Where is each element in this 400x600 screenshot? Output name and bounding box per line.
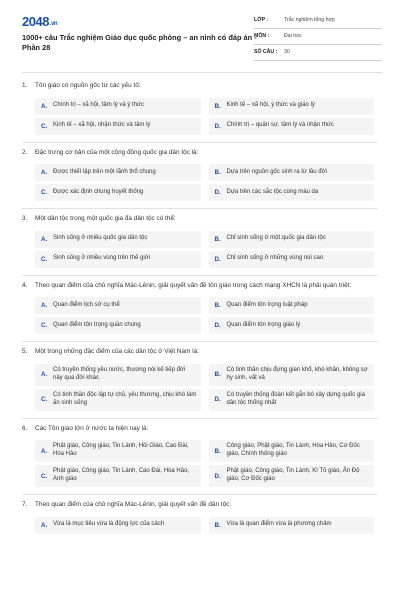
option-d[interactable] — [209, 465, 375, 487]
option-letter: A. — [41, 302, 48, 309]
question-prompt: Các Tôn giáo lớn ở nước ta hiện nay là: — [35, 424, 149, 432]
option-a[interactable] — [35, 440, 201, 462]
option-text: Kinh tế – xã hội, nhận thức và tâm lý — [53, 122, 151, 129]
option-b[interactable] — [209, 440, 375, 462]
option-letter: B. — [214, 447, 221, 455]
question-prompt: Theo quan điểm của chủ nghĩa Mác-Lênin, giải quyết vấn đề dân tộc: — [35, 501, 232, 508]
option-letter: C. — [41, 322, 48, 329]
option-b[interactable] — [209, 517, 375, 534]
option-text: Quan điểm tôn trọng luật pháp — [226, 301, 308, 308]
option-text: Vừa là quan điểm vừa là phương châm — [226, 521, 332, 528]
option-text: Dựa trên nguồn gốc sinh ra từ lâu đời — [226, 168, 327, 175]
option-text: Phật giáo, Công giáo, Tin Lành, Hồi Giáo, Cao Đài, Hòa Hảo — [53, 443, 189, 457]
question-text — [22, 342, 378, 357]
option-c[interactable] — [35, 317, 201, 334]
question-7 — [0, 495, 400, 537]
option-text: Quan điểm lịch sử cụ thể — [53, 301, 120, 308]
meta-row-subject — [254, 29, 382, 45]
option-text: Có tinh thần độc lập tự chủ, yêu thương, chịu khó làm ăn sinh sống — [53, 391, 197, 406]
question-3 — [0, 209, 400, 276]
option-b[interactable] — [209, 364, 375, 386]
answer-options — [35, 164, 374, 204]
option-text: Kinh tế – xã hội, ý thức và giáo lý — [226, 102, 315, 109]
option-text: Phật giáo, Công giáo, Tin Lành, Kì Tô giáo, Ấn Độ giáo, Cơ Đốc giáo — [226, 468, 360, 482]
option-d[interactable] — [209, 317, 375, 334]
option-letter: D. — [214, 122, 221, 130]
option-a[interactable] — [35, 231, 201, 248]
meta-value: Đại học — [284, 33, 302, 39]
option-letter: A. — [41, 102, 48, 110]
option-letter: D. — [214, 396, 221, 403]
question-1 — [0, 76, 400, 143]
option-letter: A. — [41, 521, 48, 529]
option-letter: B. — [214, 169, 221, 176]
meta-value: 30 — [284, 49, 290, 55]
option-letter: C. — [41, 396, 48, 403]
question-number: 7. — [22, 501, 28, 508]
option-letter: A. — [41, 371, 48, 378]
option-a[interactable] — [35, 297, 201, 314]
option-letter: D. — [214, 472, 221, 480]
option-letter: D. — [214, 255, 221, 263]
option-text: Dựa trên các sắc tộc cùng màu da — [226, 188, 319, 195]
option-letter: D. — [214, 189, 221, 196]
question-number: 1. — [22, 82, 28, 89]
option-c[interactable] — [35, 389, 201, 411]
option-d[interactable] — [209, 118, 375, 135]
option-text: Công giáo, Phật giáo, Tin Lành, Hòa Hảo, Cơ Đốc giáo, Chính thống giáo — [226, 443, 360, 457]
option-text: Được xác định chung huyết thống — [53, 188, 144, 195]
document-title: 1000+ câu Trắc nghiệm Giáo dục quốc phòng – an ninh có đáp án - Phần 28 — [22, 33, 257, 52]
page-header — [0, 0, 400, 72]
question-number: 3. — [22, 215, 28, 222]
option-a[interactable] — [35, 98, 201, 115]
option-letter: A. — [41, 235, 48, 243]
question-prompt: Một trong những đặc điểm của các dân tộc ở Việt Nam là: — [35, 348, 199, 355]
option-text: Quan điểm tôn trọng giáo lý — [226, 321, 301, 328]
document-meta — [254, 13, 382, 61]
option-text: Chính trị – quân sự, tâm lý và nhận thức — [226, 122, 334, 129]
option-text: Phật giáo, Công giáo, Tin Lành, Cao Đài, Hòa Hảo, Anh giáo — [53, 468, 190, 482]
option-letter: B. — [214, 371, 221, 378]
option-c[interactable] — [35, 184, 201, 201]
option-c[interactable] — [35, 251, 201, 268]
option-c[interactable] — [35, 465, 201, 487]
option-letter: C. — [41, 189, 48, 196]
option-c[interactable] — [35, 118, 201, 135]
answer-options — [35, 231, 374, 271]
option-text: Chỉ sinh sống ở một quốc gia dân tộc — [226, 235, 326, 242]
option-text: Quan điểm tôn trọng quần chúng — [53, 321, 141, 328]
option-letter: B. — [214, 102, 221, 110]
answer-options — [35, 364, 374, 414]
header-divider — [22, 72, 382, 73]
answer-options — [35, 517, 374, 537]
option-a[interactable] — [35, 517, 201, 534]
meta-row-class — [254, 13, 382, 29]
question-6 — [0, 419, 400, 496]
option-b[interactable] — [209, 297, 375, 314]
answer-options — [35, 440, 374, 490]
option-text: Sinh sống ở nhiều vùng trên thế giới — [53, 255, 150, 262]
question-text — [22, 143, 378, 158]
question-prompt: Một dân tộc trong một quốc gia đa dân tộc có thể: — [35, 215, 176, 222]
meta-row-count — [254, 45, 382, 61]
option-a[interactable] — [35, 364, 201, 386]
question-2 — [0, 143, 400, 210]
option-letter: B. — [214, 302, 221, 309]
question-number: 4. — [22, 281, 28, 289]
logo-suffix: .vn — [49, 21, 58, 27]
question-4 — [0, 276, 400, 343]
meta-label: MÔN : — [254, 33, 270, 39]
option-text: Có tinh thần chịu đựng gian khổ, khó khăn, không sợ hy sinh, vất vả — [226, 366, 368, 381]
question-text — [22, 495, 378, 510]
question-number: 6. — [22, 424, 28, 432]
option-letter: A. — [41, 169, 48, 176]
option-letter: B. — [214, 521, 221, 529]
question-text — [22, 419, 378, 434]
question-prompt: Đặc trưng cơ bản của một cộng đồng quốc gia dân tộc là: — [35, 148, 199, 156]
option-b[interactable] — [209, 164, 375, 181]
option-d[interactable] — [209, 389, 375, 411]
option-a[interactable] — [35, 164, 201, 181]
question-list — [0, 76, 400, 537]
option-d[interactable] — [209, 184, 375, 201]
option-letter: C. — [41, 472, 48, 480]
question-number: 2. — [22, 148, 28, 156]
meta-value: Trắc nghiệm tổng hợp — [284, 17, 335, 23]
option-letter: C. — [41, 122, 48, 130]
question-text — [22, 209, 378, 224]
meta-label: LỚP : — [254, 17, 269, 23]
option-letter: B. — [214, 235, 221, 243]
option-b[interactable] — [209, 231, 375, 248]
option-d[interactable] — [209, 251, 375, 268]
question-prompt: Tôn giáo có nguồn gốc từ các yếu tố: — [35, 82, 141, 89]
question-5 — [0, 342, 400, 419]
option-b[interactable] — [209, 98, 375, 115]
option-text: Vừa là mục tiêu vừa là động lực của cách — [53, 521, 165, 528]
option-letter: A. — [41, 447, 48, 455]
meta-label: SỐ CÂU : — [254, 49, 278, 55]
option-letter: D. — [214, 322, 221, 329]
question-text — [22, 76, 378, 91]
answer-options — [35, 297, 374, 337]
logo-text: 2048 — [22, 14, 49, 29]
option-text: Có truyền thống đoàn kết gắn bó xây dựng quốc gia dân tộc thống nhất — [226, 391, 365, 406]
option-text: Sinh sống ở nhiều quốc gia dân tộc — [53, 235, 148, 242]
question-text — [22, 276, 378, 291]
question-number: 5. — [22, 348, 28, 355]
option-text: Được thiết lập trên một lãnh thổ chung — [53, 168, 156, 175]
option-text: Chính trị – xã hội, tâm lý và ý thức — [53, 102, 145, 109]
site-logo[interactable] — [22, 14, 57, 29]
question-prompt: Theo quan điểm của chủ nghĩa Mác-Lênin, giải quyết vấn đề tôn giáo trong cách mạng XHCN là phải quán triệt: — [35, 281, 352, 289]
option-text: Có truyền thống yêu nước, thương nòi kế tiếp đời này qua đời khác — [53, 366, 186, 381]
option-letter: C. — [41, 255, 48, 263]
answer-options — [35, 98, 374, 138]
option-text: Chỉ sinh sống ở những vùng núi cao — [226, 255, 324, 262]
